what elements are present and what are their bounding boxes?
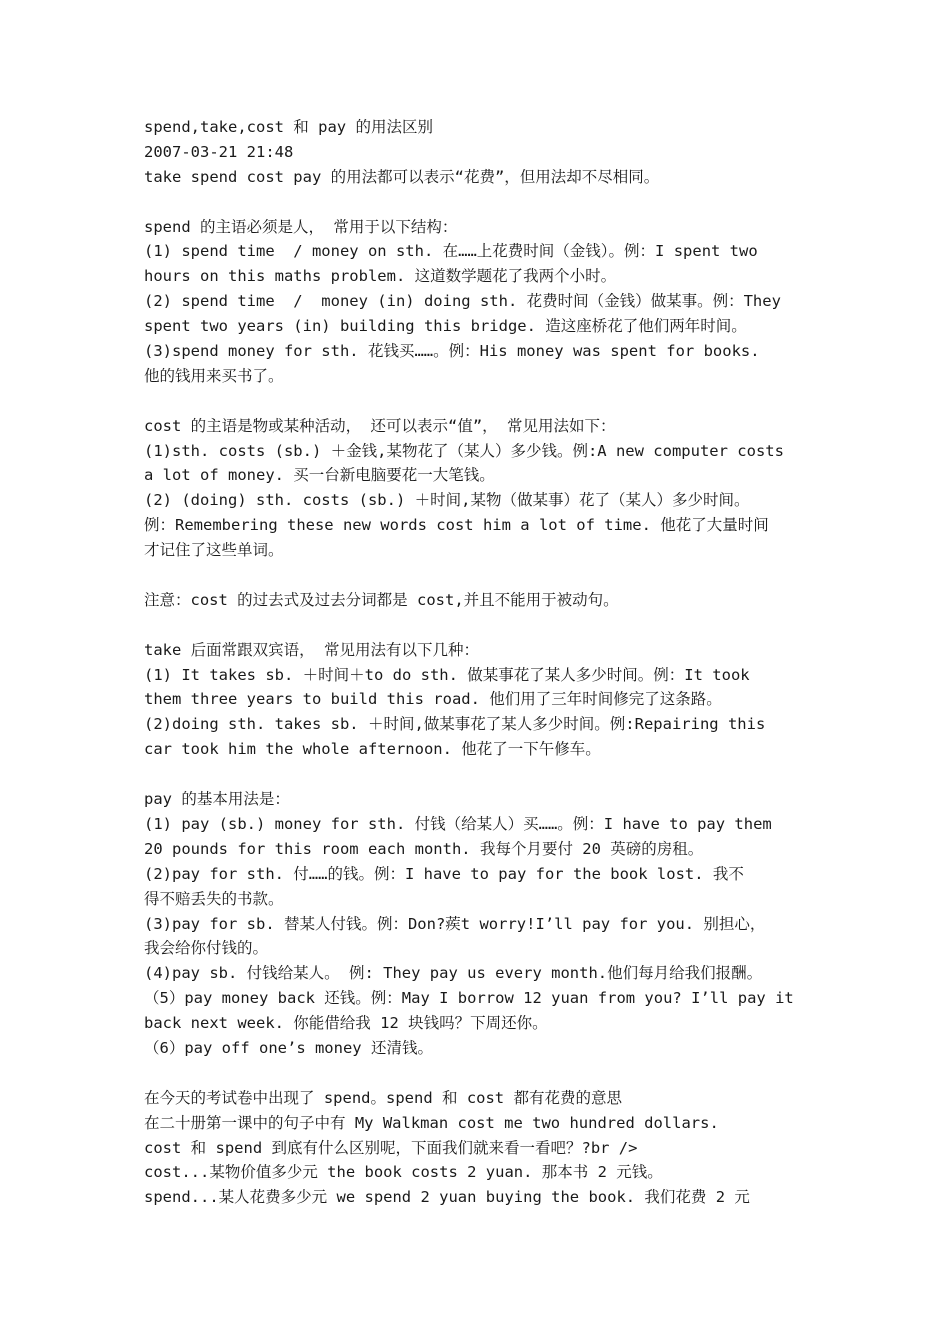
text-line: (3)pay for sb. 替某人付钱。例：Don?蒺t worry!I’ll pay for you. 别担心， <box>144 914 766 933</box>
text-line: 我会给你付钱的。 <box>144 939 269 958</box>
text-line: take 后面常跟双宾语， 常见用法有以下几种： <box>144 640 479 659</box>
blank-line <box>144 1061 808 1086</box>
document-date: 2007-03-21 21:48 <box>144 142 294 161</box>
blank-line <box>144 563 808 588</box>
text-line: 他的钱用来买书了。 <box>144 366 284 385</box>
text-line: back next week. 你能借给我 12 块钱吗？下周还你。 <box>144 1014 548 1033</box>
text-line: spend...某人花费多少元 we spend 2 yuan buying the book. 我们花费 2 元 <box>144 1188 750 1207</box>
text-line: （6）pay off one’s money 还清钱。 <box>144 1038 433 1057</box>
blank-line <box>144 762 808 787</box>
text-line: hours on this maths problem. 这道数学题花了我两个小时。 <box>144 267 617 286</box>
text-line: them three years to build this road. 他们用了三年时间修完了这条路。 <box>144 690 722 709</box>
text-line: (2) spend time / money (in) doing sth. 花费时间（金钱）做某事。例：They <box>144 292 781 311</box>
text-line: (1) pay (sb.) money for sth. 付钱（给某人）买……。例：I have to pay them <box>144 814 772 833</box>
text-line: (3)spend money for sth. 花钱买……。例：His money was spent for books. <box>144 342 760 361</box>
text-line: 得不赔丢失的书款。 <box>144 889 284 908</box>
text-line: (2) (doing) sth. costs (sb.) ＋时间,某物（做某事）花了（某人）多少时间。 <box>144 491 750 510</box>
text-line: take spend cost pay 的用法都可以表示“花费”，但用法却不尽相同。 <box>144 167 660 186</box>
document-body <box>144 115 808 1210</box>
text-line: cost 和 spend 到底有什么区别呢，下面我们就来看一看吧？?br /> <box>144 1138 638 1157</box>
text-line: 在今天的考试卷中出现了 spend。spend 和 cost 都有花费的意思 <box>144 1088 622 1107</box>
text-line: pay 的基本用法是： <box>144 790 290 809</box>
text-line: 在二十册第一课中的句子中有 My Walkman cost me two hundred dollars. <box>144 1113 719 1132</box>
blank-line <box>144 190 808 215</box>
text-line: (1) It takes sb. ＋时间＋to do sth. 做某事花了某人多少时间。例：It took <box>144 665 750 684</box>
text-line: (2)doing sth. takes sb. ＋时间,做某事花了某人多少时间。例:Repairing this <box>144 715 766 734</box>
text-line: （5）pay money back 还钱。例：May I borrow 12 yuan from you? I’ll pay it <box>144 989 794 1008</box>
blank-line <box>144 613 808 638</box>
text-line: spend 的主语必须是人， 常用于以下结构： <box>144 217 458 236</box>
blank-line <box>144 389 808 414</box>
text-line: a lot of money. 买一台新电脑要花一大笔钱。 <box>144 466 495 485</box>
text-line: cost 的主语是物或某种活动， 还可以表示“值”， 常见用法如下： <box>144 416 616 435</box>
text-line: car took him the whole afternoon. 他花了一下午修车。 <box>144 740 601 759</box>
text-line: 注意：cost 的过去式及过去分词都是 cost,并且不能用于被动句。 <box>144 590 619 609</box>
text-line: cost...某物价值多少元 the book costs 2 yuan. 那本书 2 元钱。 <box>144 1163 663 1182</box>
text-line: (4)pay sb. 付钱给某人。 例: They pay us every month.他们每月给我们报酬。 <box>144 964 763 983</box>
text-line: (1) spend time / money on sth. 在……上花费时间（金钱）。例：I spent two <box>144 242 758 261</box>
text-line: spent two years (in) building this bridge. 造这座桥花了他们两年时间。 <box>144 317 747 336</box>
text-line: 20 pounds for this room each month. 我每个月要付 20 英磅的房租。 <box>144 839 704 858</box>
document-title: spend,take,cost 和 pay 的用法区别 <box>144 118 433 136</box>
text-line: 才记住了这些单词。 <box>144 541 284 560</box>
text-line: (2)pay for sth. 付……的钱。例：I have to pay for the book lost. 我不 <box>144 864 744 883</box>
text-line: 例：Remembering these new words cost him a lot of time. 他花了大量时间 <box>144 516 769 535</box>
text-line: (1)sth. costs (sb.) ＋金钱,某物花了（某人）多少钱。例:A new computer costs <box>144 441 784 460</box>
